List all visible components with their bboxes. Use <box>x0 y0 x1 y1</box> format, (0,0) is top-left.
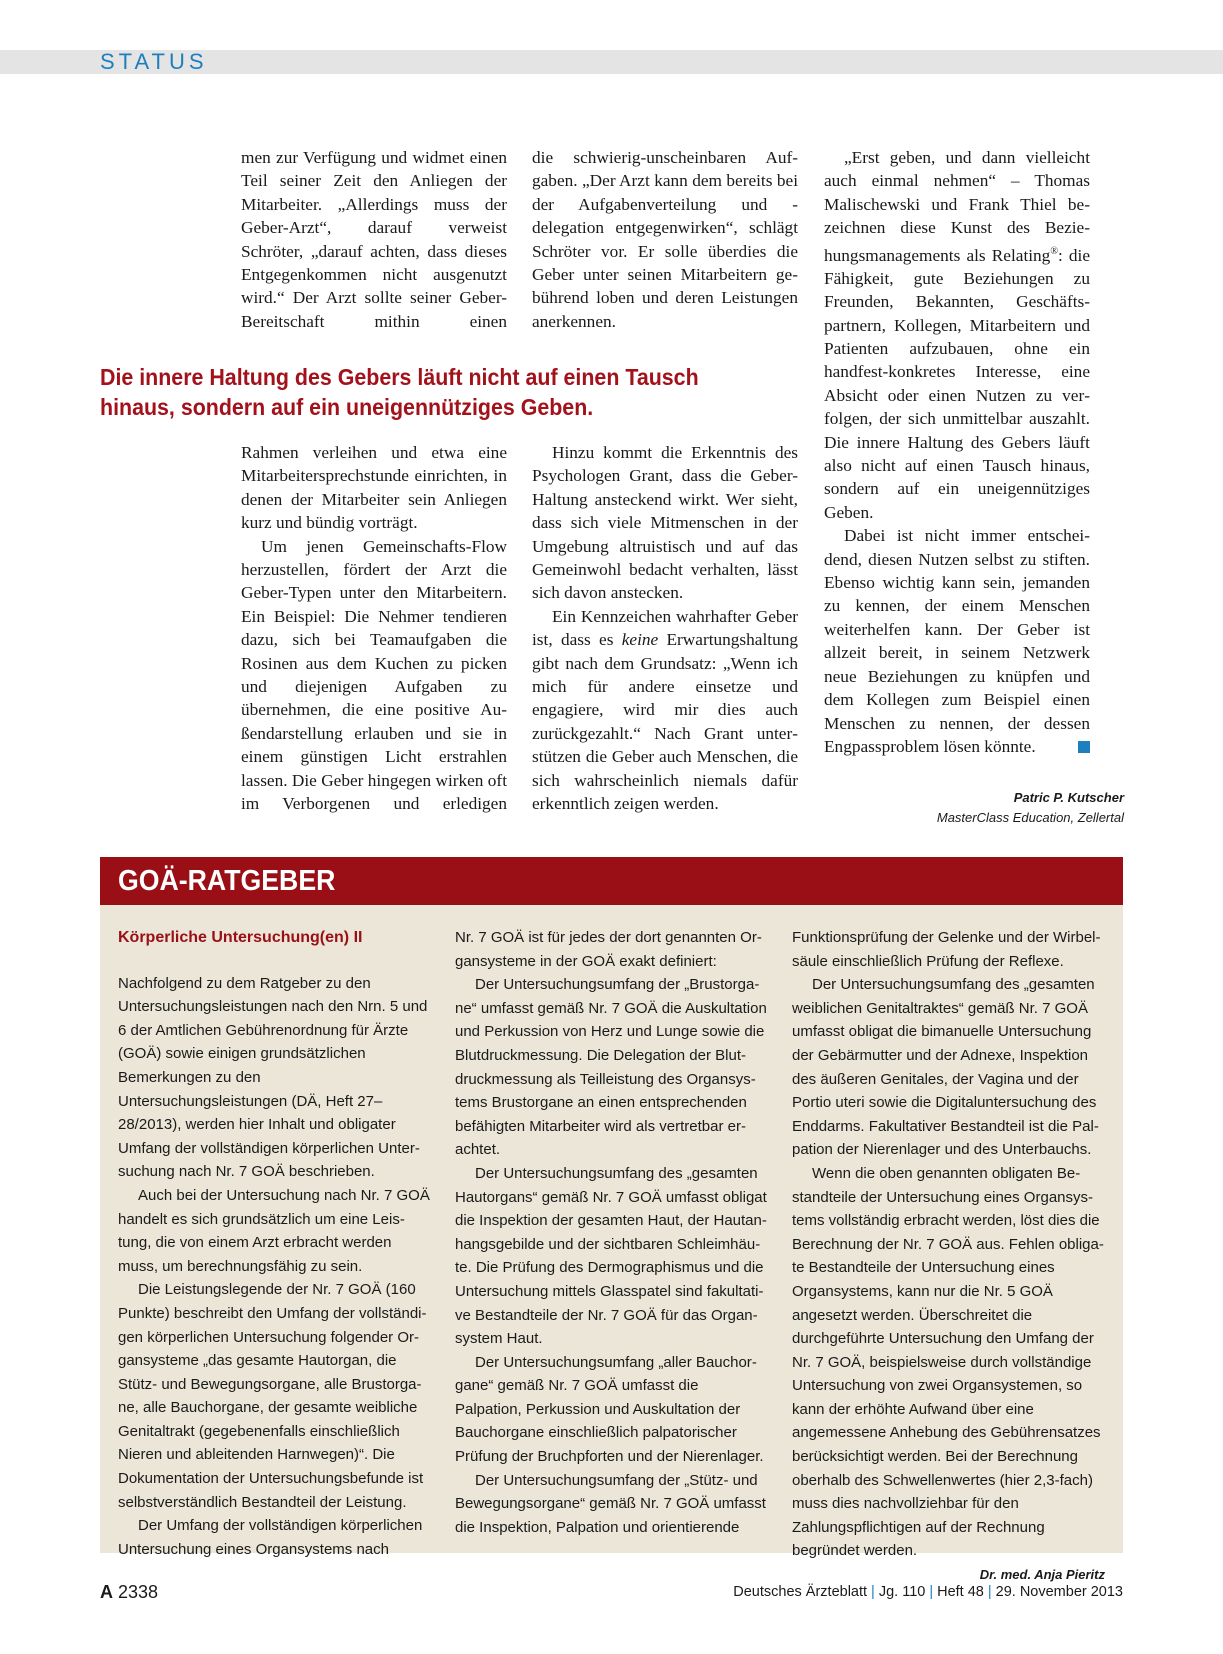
section-label: STATUS <box>100 49 208 74</box>
author-name: Patric P. Kutscher <box>1013 790 1124 805</box>
paragraph <box>532 605 798 816</box>
journal-footer <box>733 1584 1123 1600</box>
journal-name: Deutsches Ärzteblatt <box>733 1584 868 1600</box>
paragraph <box>824 146 1090 524</box>
article-column-1-top <box>241 146 507 333</box>
paragraph: Der Untersuchungsumfang „aller Bauchorgane“ gemäß Nr. 7 GOÄ umfasst die Palpation, Perkussion und Auskultation der Bauchorgane einschließlich palpatorischer Prüfung der Bruchpforten und der Nierenlager. <box>455 1353 764 1466</box>
author-block <box>850 788 1124 828</box>
page-prefix: A <box>100 1582 113 1602</box>
paragraph: Um jenen Gemeinschafts-Flow herzustellen, fördert der Arzt die Geber-Typen unter den Mitarbeitern. Ein Beispiel: Die Nehmer tendieren dazu, sich bei Teamaufgaben die Rosinen aus dem Kuchen zu picken und diejenigen Aufgaben zu übernehmen, die eine positive Außendarstellung erlauben und sie in einem günstigen Licht erstrahlen lassen. Die Geber hingegen wirken oft im Verborgenen und erledigen <box>241 536 507 814</box>
separator: | <box>987 1584 992 1600</box>
text-run: : die Fähigkeit, gute Beziehungen zu Freunden, Bekannten, Geschäftspartnern, Kollegen, Mitarbeitern und Patienten aufzubauen, ohne ein handfest-konkretes Interesse, eine Absicht oder einen Nutzen zu verfolgen, der sich unmittelbar auszahlt. Die innere Haltung des Gebers läuft also nicht auf einen Tausch hinaus, sondern auf ein uneigennütziges Geben. <box>824 245 1090 522</box>
box-column-1 <box>118 926 430 1561</box>
end-of-article-square-icon <box>1078 741 1090 753</box>
box-column-2 <box>455 926 767 1539</box>
journal-volume: Jg. 110 <box>878 1584 926 1600</box>
paragraph: Wenn die oben genannten obligaten Bestandteile der Untersuchung eines Organsystems vollständig erbracht werden, löst dies die Berechnung der Nr. 7 GOÄ aus. Fehlen obligate Bestandteile der Untersuchung eines Organsystems, kann nur die Nr. 5 GOÄ angesetzt werden. Überschreitet die durchgeführte Untersuchung den Umfang der Nr. 7 GOÄ, beispielsweise durch vollständige Untersuchung von zwei Organsystemen, so kann der erhöhte Aufwand über eine angemessene Anhebung des Gebührensatzes berücksichtigt werden. Bei der Berechnung oberhalb des Schwellenwertes (hier 2,3-fach) muss dies nachvollziehbar für den Zahlungspflichtigen auf der Rechnung begründet werden. <box>792 1164 1104 1560</box>
paragraph: Die Leistungslegende der Nr. 7 GOÄ (160 Punkte) beschreibt den Umfang der vollständigen körperlichen Untersuchung folgender Organsysteme „das gesamte Hautorgan, die Stütz- und Bewegungsorgane, alle Brustorgane, alle Bauchorgane, der gesamte weibliche Genitaltrakt (gegebenenfalls einschließlich Nieren und ableitenden Harnwegen)“. Die Dokumentation der Untersuchungsbefunde ist selbstverständlich Bestandteil der Leistung. <box>118 1281 427 1511</box>
box-subheading: Körperliche Untersuchung(en) II <box>118 929 363 946</box>
paragraph: Der Umfang der vollständigen körperlichen Untersuchung eines Organsystems nach <box>118 1517 423 1558</box>
paragraph: Nr. 7 GOÄ ist für jedes der dort genannten Organsysteme in der GOÄ exakt definiert: <box>455 929 762 970</box>
paragraph: Nachfolgend zu dem Ratgeber zu den Untersuchungsleistungen nach den Nrn. 5 und 6 der Amtlichen Gebührenordnung für Ärzte (GOÄ) sowie einigen grundsätzlichen Bemerkungen zu den Untersuchungsleistungen (DÄ, Heft 27–28/2013), werden hier Inhalt und obligater Umfang der vollständigen körperlichen Untersuchung nach Nr. 7 GOÄ beschrieben. <box>118 974 428 1181</box>
journal-date: 29. November 2013 <box>995 1584 1123 1600</box>
separator: | <box>929 1584 934 1600</box>
journal-issue: Heft 48 <box>937 1584 984 1600</box>
paragraph: Funktionsprüfung der Gelenke und der Wirbelsäule einschließlich Prüfung der Reflexe. <box>792 929 1101 970</box>
text-run: „Erst geben, und dann vielleicht auch einmal nehmen“ – Thomas Malischewski und Frank Thiel bezeichnen diese Kunst des Beziehungsmanagements als Relating <box>824 148 1090 265</box>
box-signature: Dr. med. Anja Pieritz <box>979 1567 1105 1583</box>
article-column-1 <box>241 441 507 816</box>
author-affiliation: MasterClass Education, Zellertal <box>936 810 1124 825</box>
paragraph: men zur Verfügung und widmet einen Teil seiner Zeit den Anliegen der Mitarbeiter. „Allerdings muss der Geber-Arzt“, darauf verweist Schröter, „darauf achten, dass dieses Entgegenkommen nicht ausgenutzt wird.“ Der Arzt sollte seiner Geber-Bereitschaft mithin einen <box>241 148 507 331</box>
article-column-2 <box>532 441 798 816</box>
paragraph: Der Untersuchungsumfang des „gesamten weiblichen Genitaltraktes“ gemäß Nr. 7 GOÄ umfasst obligat die bimanuelle Untersuchung der Gebärmutter und der Adnexe, Inspektion des äußeren Genitales, der Vagina und der Portio uteri sowie die Digitaluntersuchung des Enddarms. Fakultativer Bestandteil ist die Palpation der Nierenlager und des Unterbauchs. <box>792 976 1099 1159</box>
paragraph: Auch bei der Untersuchung nach Nr. 7 GOÄ handelt es sich grundsätzlich um eine Leistung, die von einem Arzt erbracht werden muss, um berechnungsfähig zu sein. <box>118 1186 430 1275</box>
emphasis: keine <box>621 630 659 650</box>
paragraph <box>824 524 1090 758</box>
box-title: GOÄ-RATGEBER <box>118 865 336 897</box>
separator: | <box>871 1584 875 1600</box>
paragraph: Der Untersuchungsumfang der „Stütz- und Bewegungsorgane“ gemäß Nr. 7 GOÄ umfasst die Inspektion, Palpation und orientierende <box>455 1471 766 1536</box>
registered-mark: ® <box>1050 245 1058 257</box>
paragraph: die schwierig-unscheinbaren Aufgaben. „Der Arzt kann dem bereits bei der Aufgabenverteilung und -delegation entgegenwirken“, schlägt Schröter vor. Er solle überdies die Geber unter seinen Mitarbeitern gebührend loben und deren Leistungen anerkennen. <box>532 148 798 331</box>
text-run: Ein Kennzeichen wahrhafter Geber ist, dass es <box>532 606 798 650</box>
text-run: Erwartungshaltung gibt nach dem Grundsatz: „Wenn ich mich für andere einsetze und engagiere, wird mir dies auch zurückgezahlt.“ Nach Grant unterstützen die Geber auch Menschen, die sich wahrscheinlich niemals dafür erkenntlich zeigen werden. <box>532 630 798 814</box>
page-number <box>100 1582 158 1603</box>
paragraph: Hinzu kommt die Erkenntnis des Psychologen Grant, dass die Geber-Haltung ansteckend wirkt. Wer sieht, dass sich viele Mitmenschen in der Umgebung altruistisch und auf das Gemeinwohl bedacht verhalten, lässt sich davon anstecken. <box>532 443 798 603</box>
text-run: Dabei ist nicht immer entscheidend, diesen Nutzen selbst zu stiften. Ebenso wichtig kann sein, jemanden zu kennen, der einem Menschen weiterhelfen kann. Der Geber ist allzeit bereit, in seinem Netzwerk neue Beziehungen zu knüpfen und dem Kollegen zum Beispiel einen Menschen zu nennen, der dessen Engpassproblem lösen könnte. <box>824 526 1090 756</box>
article-column-3 <box>824 146 1090 758</box>
paragraph: Der Untersuchungsumfang des „gesamten Hautorgans“ gemäß Nr. 7 GOÄ umfasst obligat die Inspektion der gesamten Haut, der Hautanhangsgebilde und der sichtbaren Schleimhäute. Die Prüfung des Dermographismus und die Untersuchung mittels Glasspatel sind fakultative Bestandteile der Nr. 7 GOÄ für das Organsystem Haut. <box>455 1164 767 1348</box>
page-number-value: 2338 <box>118 1582 159 1602</box>
box-column-3 <box>792 926 1105 1587</box>
paragraph: Rahmen verleihen und etwa eine Mitarbeitersprechstunde einrichten, in denen der Mitarbeiter sein Anliegen kurz und bündig vorträgt. <box>241 443 507 533</box>
article-column-2-top <box>532 146 798 333</box>
paragraph: Der Untersuchungsumfang der „Brustorgane“ umfasst gemäß Nr. 7 GOÄ die Auskultation und Perkussion von Herz und Lunge sowie die Blutdruckmessung. Die Delegation der Blutdruckmessung als Teilleistung des Organsystems Brustorgane an einen entsprechenden befähigten Mitarbeiter wird als vertretbar erachtet. <box>455 976 767 1159</box>
pull-quote: Die innere Haltung des Gebers läuft nicht auf einen Tausch hinaus, sondern auf ein uneigennütziges Geben. <box>100 364 699 420</box>
